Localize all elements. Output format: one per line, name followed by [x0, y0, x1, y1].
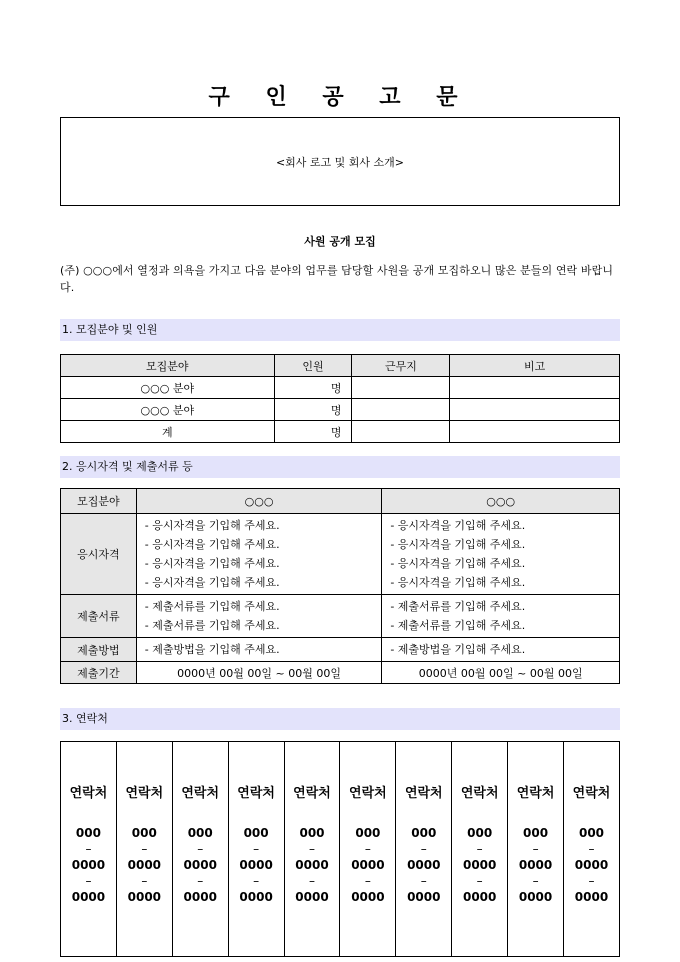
phone-part-1: 000 — [131, 826, 157, 840]
contact-cell — [564, 742, 620, 957]
contact-cell — [61, 742, 117, 957]
list-item: - 응시자격을 기입해 주세요. — [390, 538, 526, 551]
contact-label: 연락처 — [572, 786, 611, 801]
phone-dash: – — [420, 874, 427, 888]
field-cell: ○○○ 분야 — [61, 377, 275, 399]
contact-cell — [340, 742, 396, 957]
list-item: - 제출서류를 기입해 주세요. — [144, 619, 280, 632]
contact-label: 연락처 — [404, 786, 443, 801]
page-title: 구 인 공 고 문 — [208, 84, 472, 110]
phone-part-2: 0000 — [183, 858, 217, 872]
phone-part-1: 000 — [355, 826, 381, 840]
qualification-list-b — [382, 514, 620, 595]
list-item: - 응시자격을 기입해 주세요. — [390, 557, 526, 570]
phone-part-2: 0000 — [574, 858, 609, 872]
method-label: 제출방법 — [61, 638, 137, 662]
section2-heading: 2. 응시자격 및 제출서류 등 — [60, 456, 620, 478]
phone-dash: – — [476, 874, 483, 888]
location-cell — [352, 421, 450, 443]
contact-label: 연락처 — [293, 786, 331, 801]
company-logo-box — [60, 117, 620, 206]
phone-part-1: 000 — [243, 826, 269, 840]
contact-cell — [396, 742, 452, 957]
phone-part-3: 0000 — [518, 890, 553, 904]
header-field: 모집분야 — [61, 355, 275, 377]
phone-dash: – — [588, 842, 595, 856]
table-row-total — [61, 421, 620, 443]
phone-dash: – — [532, 874, 539, 888]
qualification-list-a — [136, 514, 382, 595]
phone-part-2: 0000 — [127, 858, 162, 872]
phone-part-2: 0000 — [239, 858, 273, 872]
total-label-cell: 계 — [61, 421, 275, 443]
table-row — [61, 399, 620, 421]
phone-dash: – — [476, 842, 483, 856]
total-count-cell: 명 — [274, 421, 352, 443]
documents-list-a — [136, 595, 382, 638]
header-remarks: 비고 — [450, 355, 620, 377]
phone-part-2: 0000 — [462, 858, 497, 872]
period-label: 제출기간 — [61, 662, 137, 684]
documents-row — [61, 595, 620, 638]
phone-part-2: 0000 — [71, 858, 106, 872]
phone-dash: – — [253, 874, 260, 888]
contact-label: 연락처 — [516, 786, 555, 801]
method-a: - 제출방법을 기입해 주세요. — [136, 638, 382, 662]
phone-part-3: 0000 — [295, 890, 329, 904]
phone-part-2: 0000 — [351, 858, 385, 872]
phone-dash: – — [364, 842, 371, 856]
phone-part-2: 0000 — [295, 858, 329, 872]
phone-dash: – — [197, 874, 204, 888]
header-column-a: ○○○ — [136, 489, 382, 514]
contact-table — [60, 741, 620, 957]
contact-cell — [508, 742, 564, 957]
contact-row — [61, 742, 620, 957]
header-column-b: ○○○ — [382, 489, 620, 514]
contact-label: 연락처 — [349, 786, 387, 801]
header-field-label: 모집분야 — [61, 489, 137, 514]
table-header-row — [61, 355, 620, 377]
phone-dash: – — [197, 842, 204, 856]
phone-part-3: 0000 — [407, 890, 441, 904]
phone-part-3: 0000 — [239, 890, 273, 904]
field-cell: ○○○ 분야 — [61, 399, 275, 421]
period-a: 0000년 00월 00일 ~ 00월 00일 — [136, 662, 382, 684]
list-item: - 응시자격을 기입해 주세요. — [144, 519, 280, 532]
contact-cell — [452, 742, 508, 957]
remarks-cell — [450, 377, 620, 399]
phone-dash: – — [253, 842, 260, 856]
contact-label: 연락처 — [181, 786, 220, 801]
count-cell: 명 — [274, 377, 352, 399]
header-location: 근무지 — [352, 355, 450, 377]
list-item: - 응시자격을 기입해 주세요. — [390, 519, 526, 532]
recruitment-subtitle: 사원 공개 모집 — [304, 235, 376, 248]
documents-label: 제출서류 — [61, 595, 137, 638]
table-row — [61, 377, 620, 399]
list-item: - 제출서류를 기입해 주세요. — [390, 619, 526, 632]
phone-part-3: 0000 — [183, 890, 217, 904]
phone-part-3: 0000 — [462, 890, 497, 904]
contact-label: 연락처 — [125, 786, 164, 801]
contact-cell — [172, 742, 228, 957]
count-cell: 명 — [274, 399, 352, 421]
list-item: - 응시자격을 기입해 주세요. — [144, 557, 280, 570]
phone-dash: – — [309, 842, 315, 856]
phone-part-1: 000 — [578, 826, 605, 840]
intro-paragraph: (주) ○○○에서 열정과 의욕을 가지고 다음 분야의 업무를 담당할 사원을 공개 모집하오니 많은 분들의 연락 바랍니다. — [60, 264, 614, 294]
phone-part-1: 000 — [75, 826, 101, 840]
phone-part-1: 000 — [467, 826, 493, 840]
period-b: 0000년 00월 00일 ~ 00월 00일 — [382, 662, 620, 684]
remarks-cell — [450, 421, 620, 443]
contact-label: 연락처 — [237, 786, 275, 801]
phone-part-3: 0000 — [127, 890, 162, 904]
list-item: - 제출서류를 기입해 주세요. — [390, 600, 526, 613]
section1-heading: 1. 모집분야 및 인원 — [60, 319, 620, 341]
phone-dash: – — [420, 842, 427, 856]
phone-dash: – — [588, 874, 595, 888]
location-cell — [352, 399, 450, 421]
contact-cell — [116, 742, 172, 957]
table-header-row — [61, 489, 620, 514]
phone-part-1: 000 — [187, 826, 213, 840]
phone-part-3: 0000 — [71, 890, 106, 904]
method-b: - 제출방법을 기입해 주세요. — [382, 638, 620, 662]
method-row — [61, 638, 620, 662]
phone-part-2: 0000 — [518, 858, 553, 872]
phone-part-3: 0000 — [574, 890, 609, 904]
phone-dash: – — [532, 842, 539, 856]
recruit-field-table — [60, 354, 620, 443]
phone-part-1: 000 — [299, 826, 325, 840]
phone-dash: – — [85, 874, 92, 888]
phone-dash: – — [309, 874, 315, 888]
list-item: - 응시자격을 기입해 주세요. — [390, 576, 526, 589]
phone-part-3: 0000 — [351, 890, 385, 904]
section3-heading: 3. 연락처 — [60, 708, 620, 730]
contact-cell — [228, 742, 284, 957]
logo-placeholder-text: <회사 로고 및 회사 소개> — [275, 155, 405, 169]
contact-label: 연락처 — [460, 786, 499, 801]
phone-part-1: 000 — [523, 826, 549, 840]
qualification-row — [61, 514, 620, 595]
phone-dash: – — [141, 842, 148, 856]
phone-dash: – — [364, 874, 371, 888]
contact-cell — [284, 742, 340, 957]
period-row — [61, 662, 620, 684]
header-count: 인원 — [274, 355, 352, 377]
phone-part-2: 0000 — [407, 858, 441, 872]
phone-dash: – — [141, 874, 148, 888]
qualification-label: 응시자격 — [61, 514, 137, 595]
documents-list-b — [382, 595, 620, 638]
list-item: - 제출서류를 기입해 주세요. — [144, 600, 280, 613]
contact-label: 연락처 — [69, 786, 108, 801]
phone-dash: – — [85, 842, 92, 856]
location-cell — [352, 377, 450, 399]
remarks-cell — [450, 399, 620, 421]
list-item: - 응시자격을 기입해 주세요. — [144, 538, 280, 551]
qualification-table — [60, 488, 620, 684]
list-item: - 응시자격을 기입해 주세요. — [144, 576, 280, 589]
phone-part-1: 000 — [411, 826, 437, 840]
